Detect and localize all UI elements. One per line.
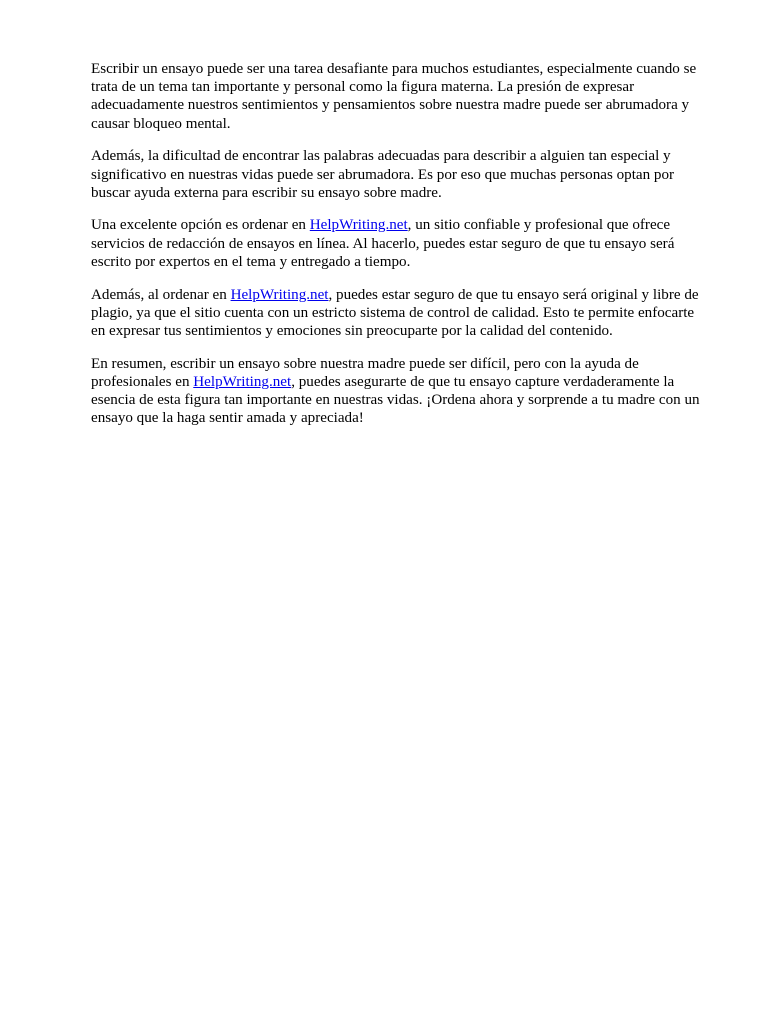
paragraph-1 (91, 60, 721, 133)
paragraph-4 (91, 286, 721, 341)
paragraph-line: servicios de redacción de ensayos en línea. Al hacerlo, puedes estar seguro de que tu ensayo será (91, 235, 675, 252)
paragraph-line (91, 216, 721, 234)
paragraph-line: trata de un tema tan importante y personal como la figura materna. La presión de expresar (91, 79, 635, 96)
paragraph-2 (91, 147, 721, 202)
paragraph-line: Además, la dificultad de encontrar las palabras adecuadas para describir a alguien tan especial y (91, 148, 671, 165)
paragraph-line: buscar ayuda externa para escribir su ensayo sobre madre. (91, 184, 442, 201)
line-text-after-link: , puedes asegurarte de que tu ensayo capture verdaderamente la (291, 373, 675, 390)
helpwriting-link[interactable]: HelpWriting.net (193, 373, 292, 390)
paragraph-3 (91, 216, 721, 271)
paragraph-line: escrito por expertos en el tema y entregado a tiempo. (91, 253, 411, 270)
paragraph-line: Escribir un ensayo puede ser una tarea desafiante para muchos estudiantes, especialmente cuando se (91, 61, 697, 77)
paragraph-line (91, 373, 721, 391)
paragraph-line: en expresar tus sentimientos y emociones sin preocuparte por la calidad del contenido. (91, 322, 613, 339)
line-text-after-link: , puedes estar seguro de que tu ensayo será original y libre de (328, 286, 699, 303)
line-text-before-link: Una excelente opción es ordenar en (91, 217, 310, 234)
helpwriting-link[interactable]: HelpWriting.net (230, 286, 329, 303)
line-text-before-link: profesionales en (91, 373, 194, 390)
paragraph-line (91, 286, 721, 304)
paragraph-line: causar bloqueo mental. (91, 115, 231, 132)
paragraph-line: significativo en nuestras vidas puede ser abrumadora. Es por eso que muchas personas optan por (91, 166, 675, 183)
paragraph-line: ensayo que la haga sentir amada y apreciada! (91, 410, 364, 427)
paragraph-line: adecuadamente nuestros sentimientos y pensamientos sobre nuestra madre puede ser abrumadora y (91, 97, 690, 114)
helpwriting-link[interactable]: HelpWriting.net (309, 217, 408, 234)
paragraph-5 (91, 355, 721, 428)
document-page (91, 60, 721, 442)
paragraph-line: esencia de esta figura tan importante en nuestras vidas. ¡Ordena ahora y sorprende a tu madre con un (91, 392, 700, 409)
line-text-after-link: , un sitio confiable y profesional que ofrece (407, 217, 671, 234)
paragraph-line: En resumen, escribir un ensayo sobre nuestra madre puede ser difícil, pero con la ayuda de (91, 355, 639, 372)
line-text-before-link: Además, al ordenar en (91, 286, 231, 303)
paragraph-line: plagio, ya que el sitio cuenta con un estricto sistema de control de calidad. Esto te permite enfocarte (91, 304, 695, 321)
